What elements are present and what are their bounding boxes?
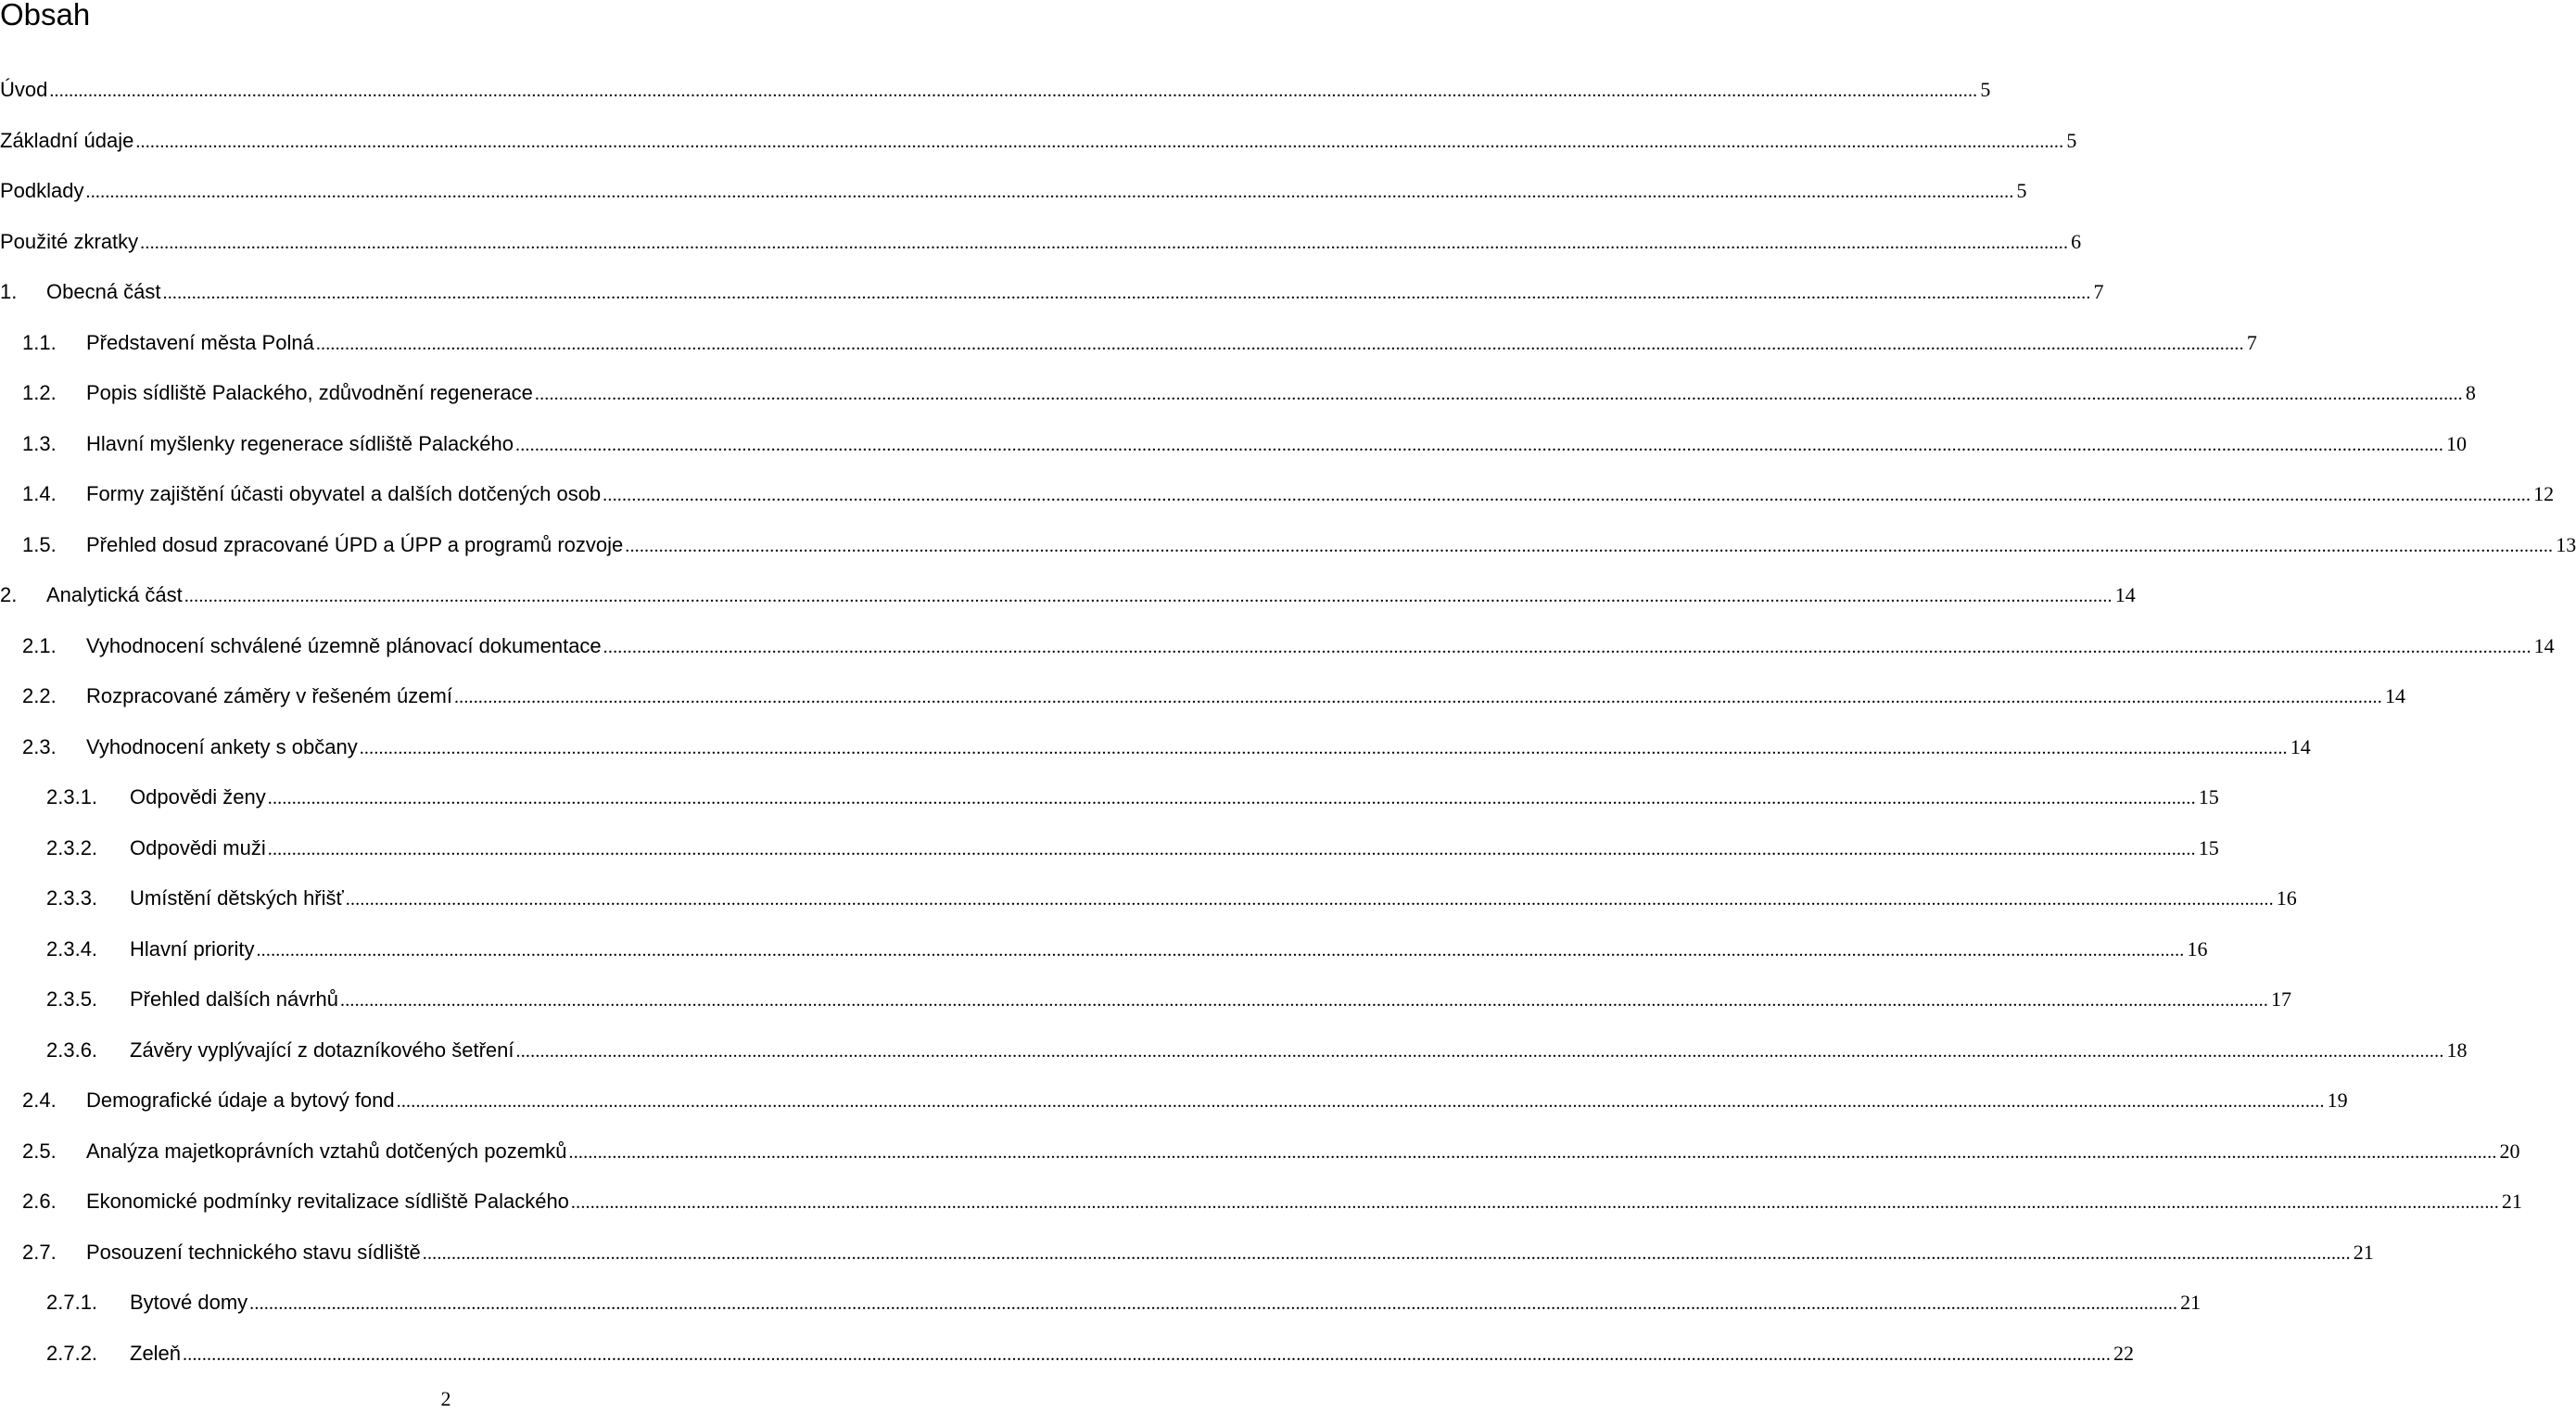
toc-dot-leader: ................................................................................................................................................................................................................................................................................................................................................................................................................ [570,1192,2499,1213]
toc-entry-number: 2.7. [22,1240,57,1264]
toc-entry[interactable] [0,1037,2468,1064]
toc-entry[interactable] [0,1188,2522,1216]
toc-entry-line [86,531,2576,560]
toc-entry-label: Rozpracované záměry v řešeném území [86,682,454,710]
toc-dot-leader: ................................................................................................................................................................................................................................................................................................................................................................................................................ [267,788,2196,808]
toc-entry-page-number: 15 [2198,785,2219,808]
toc-entry-label: Popis sídliště Palackého, zdůvodnění regenerace [86,379,535,407]
toc-entry[interactable] [0,177,2027,205]
toc-entry-page-number: 21 [2180,1291,2202,1314]
toc-dot-leader: ................................................................................................................................................................................................................................................................................................................................................................................................................ [315,333,2244,354]
toc-entry[interactable] [0,632,2555,660]
toc-dot-leader: ................................................................................................................................................................................................................................................................................................................................................................................................................ [184,586,2113,606]
toc-entry-line [86,1239,2374,1267]
toc-entry[interactable] [0,1239,2374,1267]
toc-entry-line [86,1138,2520,1166]
toc-dot-leader: ................................................................................................................................................................................................................................................................................................................................................................................................................ [162,283,2091,303]
toc-entry-label: Hlavní myšlenky regenerace sídliště Palackého [86,430,515,458]
toc-entry-page-number: 13 [2556,532,2576,556]
toc-entry-page-number: 21 [2353,1240,2374,1264]
toc-entry[interactable] [0,329,2257,357]
toc-entry-line [86,379,2476,408]
toc-entry-number: 2.1. [22,633,57,657]
toc-entry[interactable] [0,936,2208,963]
toc-entry-line [0,228,2082,257]
toc-entry-page-number: 5 [2066,128,2077,152]
toc-dot-leader: ................................................................................................................................................................................................................................................................................................................................................................................................................ [515,1040,2444,1062]
toc-entry-line [130,1289,2202,1318]
toc-entry-line [86,480,2555,509]
toc-entry-page-number: 8 [2465,381,2476,404]
toc-entry-page-number: 20 [2499,1139,2520,1163]
toc-entry-line [130,936,2208,964]
toc-entry-number: 1.2. [22,381,57,404]
toc-entry-number: 2. [0,583,18,606]
footer-page-number [0,1385,890,1413]
toc-entry[interactable] [0,986,2292,1013]
toc-dot-leader: ................................................................................................................................................................................................................................................................................................................................................................................................................ [534,384,2463,404]
toc-entry[interactable] [0,783,2219,811]
toc-entry-line [130,1037,2468,1065]
toc-dot-leader: ................................................................................................................................................................................................................................................................................................................................................................................................................ [396,1091,2325,1112]
toc-entry-label: Ekonomické podmínky revitalizace sídliště Palackého [86,1188,571,1216]
toc-entry-number: 2.6. [22,1190,57,1213]
toc-entry-number: 2.3.5. [46,987,98,1011]
toc-entry-label: Vyhodnocení ankety s občany [86,733,360,761]
toc-dot-leader: ................................................................................................................................................................................................................................................................................................................................................................................................................ [453,687,2382,707]
toc-entry-label: Vyhodnocení schválené územně plánovací dokumentace [86,632,603,660]
toc-entry-label: Demografické údaje a bytový fond [86,1087,397,1114]
toc-entry-page-number: 19 [2327,1088,2348,1112]
toc-entry-line [86,1188,2522,1216]
toc-entry-number: 1.3. [22,431,57,455]
toc-entry-line [130,1340,2135,1368]
toc-dot-leader: ................................................................................................................................................................................................................................................................................................................................................................................................................ [256,939,2185,961]
toc-entry[interactable] [0,885,2297,912]
toc-entry-label: Použité zkratky [0,228,140,256]
toc-dot-leader: ................................................................................................................................................................................................................................................................................................................................................................................................................ [140,232,2069,253]
toc-entry-line [86,733,2311,762]
toc-entry[interactable] [0,76,1991,104]
toc-entry-line [46,581,2136,610]
toc-entry-page-number: 17 [2271,987,2292,1011]
toc-entry-page-number: 5 [2016,179,2027,202]
toc-entry[interactable] [0,127,2077,155]
toc-entry-label: Posouzení technického stavu sídliště [86,1239,423,1267]
toc-entry[interactable] [0,228,2082,256]
toc-entry-number: 2.3. [22,734,57,758]
toc-entry-label: Zeleň [130,1340,183,1368]
toc-entry-page-number: 10 [2446,431,2468,455]
toc-entry-line [130,986,2292,1014]
toc-entry-page-number: 5 [1980,78,1991,101]
toc-entry-number: 2.3.4. [46,936,98,961]
toc-entry-page-number: 14 [2290,734,2311,758]
toc-entry-line [86,682,2405,711]
toc-entry-label: Úvod [0,76,49,104]
toc-entry-line [0,76,1991,105]
toc-entry-page-number: 14 [2384,684,2405,707]
toc-entry-page-number: 16 [2187,936,2208,961]
toc-entry-number: 2.4. [22,1088,57,1112]
toc-entry[interactable] [0,379,2476,407]
toc-entry-number: 2.3.1. [46,785,98,808]
toc-entry-label: Závěry vyplývající z dotazníkového šetření [130,1037,516,1064]
toc-entry-line [0,177,2027,206]
toc-entry-line [86,430,2468,459]
toc-entry[interactable] [0,682,2405,710]
toc-entry-label: Přehled dosud zpracované ÚPD a ÚPP a programů rozvoje [86,531,625,559]
toc-entry-page-number: 15 [2198,835,2219,859]
toc-entry-number: 2.3.3. [46,886,98,910]
toc-entry-label: Hlavní priority [130,936,256,963]
toc-entry-page-number: 22 [2113,1341,2135,1365]
toc-entry-number: 1.4. [22,482,57,505]
toc-entry-line [130,885,2297,913]
toc-entry-label: Analýza majetkoprávních vztahů dotčených pozemků [86,1138,569,1165]
toc-entry-number: 2.7.1. [46,1291,98,1314]
toc-entry-number: 2.3.6. [46,1037,98,1062]
toc-entry-line [86,632,2555,661]
toc-entry-page-number: 21 [2501,1190,2522,1213]
toc-entry-page-number: 12 [2533,482,2555,505]
toc-dot-leader: ................................................................................................................................................................................................................................................................................................................................................................................................................ [568,1141,2497,1163]
toc-entry-label: Základní údaje [0,127,135,155]
page-title: Obsah [0,0,91,32]
toc-dot-leader: ................................................................................................................................................................................................................................................................................................................................................................................................................ [603,485,2532,505]
toc-entry-label: Podklady [0,177,86,205]
toc-entry[interactable] [0,834,2219,862]
toc-entry-page-number: 6 [2071,229,2082,253]
toc-entry[interactable] [0,278,2104,306]
toc-entry[interactable] [0,430,2468,458]
footer-page-number-text: 2 [440,1387,451,1410]
toc-entry-label: Formy zajištění účasti obyvatel a dalších dotčených osob [86,480,603,508]
toc-entry-line [130,834,2219,863]
toc-dot-leader: ................................................................................................................................................................................................................................................................................................................................................................................................................ [135,131,2064,152]
toc-entry-label: Přehled dalších návrhů [130,986,340,1013]
toc-entry-label: Bytové domy [130,1289,249,1317]
toc-dot-leader: ................................................................................................................................................................................................................................................................................................................................................................................................................ [345,889,2274,910]
toc-entry-line [46,278,2104,307]
toc-entry-page-number: 18 [2446,1037,2468,1062]
toc-entry-label: Odpovědi ženy [130,783,268,811]
toc-entry[interactable] [0,1087,2348,1114]
toc-entry[interactable] [0,1340,2135,1368]
toc-entry-label: Umístění dětských hřišť [130,885,346,912]
toc-entry-page-number: 7 [2246,330,2257,354]
toc-entry-number: 1. [0,280,18,303]
toc-entry-label: Obecná část [46,278,163,306]
toc-dot-leader: ................................................................................................................................................................................................................................................................................................................................................................................................................ [625,535,2554,556]
toc-entry-page-number: 7 [2093,280,2104,303]
toc-entry-number: 1.1. [22,330,57,354]
toc-dot-leader: ................................................................................................................................................................................................................................................................................................................................................................................................................ [49,81,1978,101]
toc-dot-leader: ................................................................................................................................................................................................................................................................................................................................................................................................................ [603,636,2532,657]
toc-entry-number: 2.3.2. [46,835,98,859]
toc-entry-page-number: 14 [2533,633,2555,657]
toc-entry-number: 2.7.2. [46,1341,98,1365]
toc-entry[interactable] [0,581,2136,609]
toc-entry-page-number: 14 [2114,583,2136,606]
toc-entry-number: 2.2. [22,684,57,707]
toc-entry[interactable] [0,1138,2520,1165]
toc-dot-leader: ................................................................................................................................................................................................................................................................................................................................................................................................................ [359,737,2288,758]
toc-entry-line [86,329,2257,358]
toc-dot-leader: ................................................................................................................................................................................................................................................................................................................................................................................................................ [183,1343,2112,1365]
toc-entry[interactable] [0,480,2555,508]
toc-dot-leader: ................................................................................................................................................................................................................................................................................................................................................................................................................ [422,1242,2351,1264]
toc-entry-number: 2.5. [22,1139,57,1163]
toc-entry-line [130,783,2219,812]
toc-entry-line [86,1087,2348,1115]
toc-entry-number: 1.5. [22,532,57,556]
toc-dot-leader: ................................................................................................................................................................................................................................................................................................................................................................................................................ [340,990,2269,1011]
toc-entry-label: Odpovědi muži [130,834,268,862]
toc-entry-line [0,127,2077,156]
toc-entry[interactable] [0,1289,2202,1317]
toc-entry-page-number: 16 [2276,886,2297,910]
toc-dot-leader: ................................................................................................................................................................................................................................................................................................................................................................................................................ [267,838,2196,859]
toc-dot-leader: ................................................................................................................................................................................................................................................................................................................................................................................................................ [85,182,2014,202]
toc-dot-leader: ................................................................................................................................................................................................................................................................................................................................................................................................................ [249,1293,2178,1314]
toc-entry-label: Představení města Polná [86,329,316,357]
toc-entry[interactable] [0,733,2311,761]
toc-dot-leader: ................................................................................................................................................................................................................................................................................................................................................................................................................ [515,434,2444,455]
toc-entry[interactable] [0,531,2576,559]
toc-entry-label: Analytická část [46,581,184,609]
